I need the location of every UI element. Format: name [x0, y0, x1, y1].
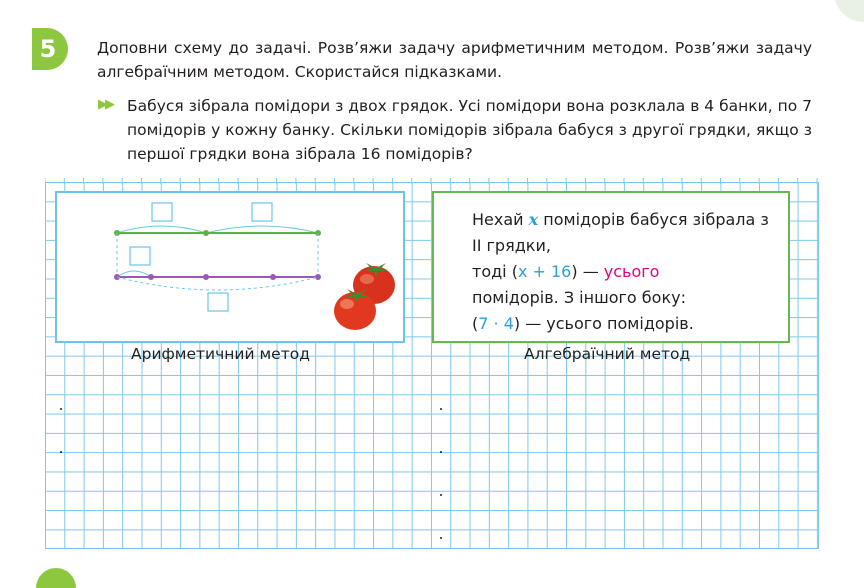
hint-line: тоді ( [472, 262, 518, 281]
segment-point [270, 274, 276, 280]
segment-scheme [55, 191, 405, 343]
segment-point [315, 274, 321, 280]
hint-line: ) — [571, 262, 604, 281]
answer-box[interactable] [152, 203, 172, 221]
task-number-badge [32, 28, 68, 70]
segment-point [148, 274, 154, 280]
answer-box[interactable] [208, 293, 228, 311]
expression-7-times-4: 7 · 4 [478, 314, 514, 333]
double-arrow-icon: ▶▶ [98, 97, 112, 112]
hint-line: помідорів бабуся зібрала з ІІ грядки, [472, 210, 769, 255]
page-corner-tab [834, 0, 864, 22]
task-number: 5 [39, 35, 57, 63]
hint-line: Нехай [472, 210, 529, 229]
algebraic-method-label: Алгебраїчний метод [524, 345, 691, 363]
segment-point [203, 230, 209, 236]
hint-line: помідорів. З іншого боку: [472, 288, 686, 307]
dashed-brace-arc [117, 277, 318, 290]
answer-line-dot [440, 451, 442, 453]
answer-line-dot [440, 537, 442, 539]
segment-point [203, 274, 209, 280]
problem-text: Бабуся зібрала помідори з двох грядок. Усі помідори вона розклала в 4 банки, по 7 помідорів у кожну банку. Скільки помідорів зібрала бабуся з другої грядки, якщо з першої грядки вона зібрала 16 помідорів? [127, 97, 812, 163]
answer-line-dot [60, 408, 62, 410]
answer-box[interactable] [130, 247, 150, 265]
answer-line-dot [440, 494, 442, 496]
hint-line: ( [472, 314, 479, 333]
hint-text [472, 207, 782, 337]
task-instruction: Доповни схему до задачі. Розв’яжи задачу арифметичним методом. Розв’яжи задачу алгебраїчним методом. Скористайся підказками. [97, 39, 812, 81]
brace-arc [117, 226, 206, 233]
next-task-badge [36, 568, 76, 588]
answer-line-dot [60, 451, 62, 453]
variable-x: x [528, 210, 539, 229]
answer-box[interactable] [252, 203, 272, 221]
hint-line: ) — усього помідорів. [513, 314, 694, 333]
arithmetic-method-label: Арифметичний метод [131, 345, 310, 363]
brace-arc [206, 226, 318, 233]
answer-line-dot [440, 408, 442, 410]
highlight-word: усього [603, 262, 660, 281]
expression-x-plus-16: x + 16 [517, 262, 572, 281]
grid-top-ticks [45, 176, 820, 184]
